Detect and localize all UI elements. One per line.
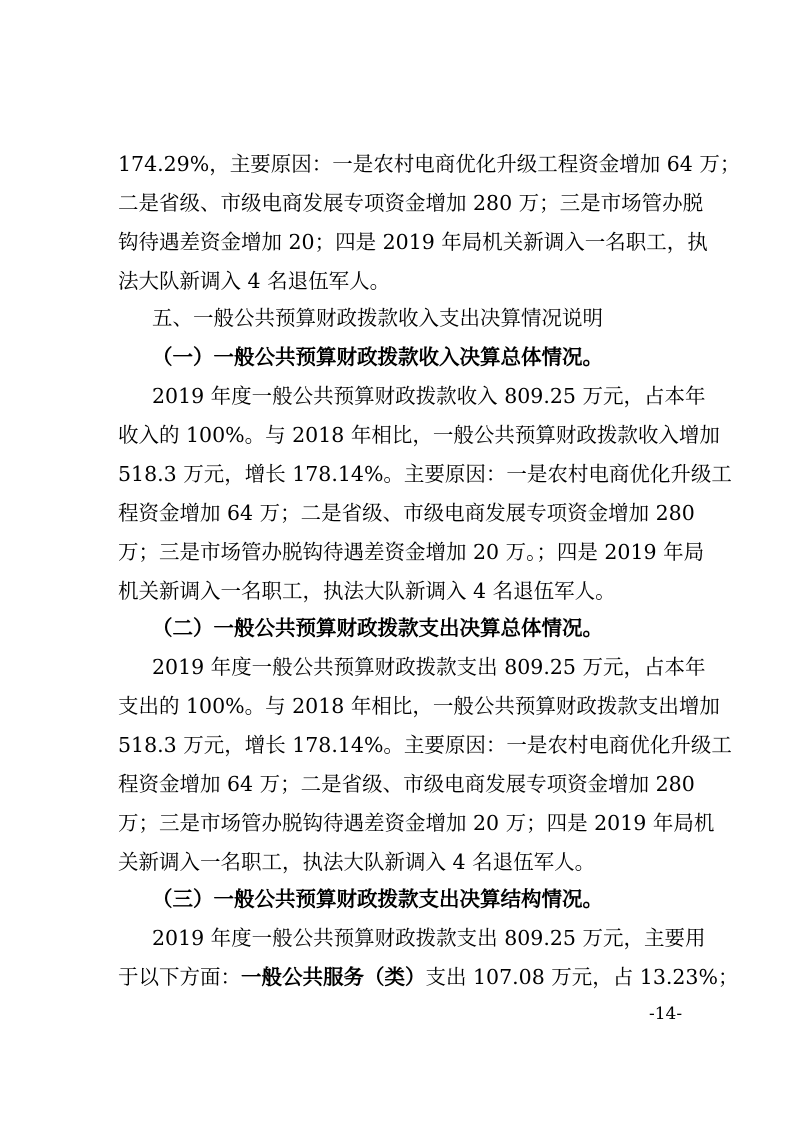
body-text-line: 2019 年度一般公共预算财政拨款收入 809.25 万元，占本年 [152, 384, 706, 408]
body-text-line: 2019 年度一般公共预算财政拨款支出 809.25 万元，主要用 [152, 926, 706, 950]
text-suffix: 支出 107.08 万元，占 13.23%； [425, 965, 739, 989]
body-text-line: 万；三是市场管办脱钩待遇差资金增加 20 万。；四是 2019 年局 [118, 540, 705, 564]
body-text-line: 程资金增加 64 万；二是省级、市级电商发展专项资金增加 280 [118, 772, 695, 796]
bold-category-label: 一般公共服务（类） [241, 965, 426, 989]
body-text-line: 518.3 万元，增长 178.14%。主要原因：一是农村电商优化升级工 [118, 462, 732, 486]
body-text-line: 收入的 100%。与 2018 年相比，一般公共预算财政拨款收入增加 [118, 423, 720, 447]
subsection-heading-2: （二）一般公共预算财政拨款支出决算总体情况。 [152, 616, 603, 640]
body-text-line: 二是省级、市级电商发展专项资金增加 280 万；三是市场管办脱 [118, 191, 704, 215]
body-text-line: 万；三是市场管办脱钩待遇差资金增加 20 万；四是 2019 年局机 [118, 811, 715, 835]
text-prefix: 于以下方面： [118, 965, 241, 989]
subsection-heading-1: （一）一般公共预算财政拨款收入决算总体情况。 [152, 345, 603, 369]
body-text-line: 174.29%，主要原因：一是农村电商优化升级工程资金增加 64 万； [118, 152, 741, 176]
body-text-line: 法大队新调入 4 名退伍军人。 [118, 269, 391, 293]
body-text-line: 518.3 万元，增长 178.14%。主要原因：一是农村电商优化升级工 [118, 733, 732, 757]
page-number: -14- [649, 1004, 683, 1024]
body-text-line: 关新调入一名职工，执法大队新调入 4 名退伍军人。 [118, 850, 596, 874]
body-text-line: 钩待遇差资金增加 20；四是 2019 年局机关新调入一名职工，执 [118, 230, 708, 254]
section-heading: 五、一般公共预算财政拨款收入支出决算情况说明 [152, 306, 603, 330]
subsection-heading-3: （三）一般公共预算财政拨款支出决算结构情况。 [152, 887, 603, 911]
body-text-line: 支出的 100%。与 2018 年相比，一般公共预算财政拨款支出增加 [118, 694, 720, 718]
body-text-line: 机关新调入一名职工，执法大队新调入 4 名退伍军人。 [118, 579, 616, 603]
body-text-line: 2019 年度一般公共预算财政拨款支出 809.25 万元，占本年 [152, 655, 706, 679]
body-text-line-mixed [118, 965, 739, 989]
body-text-line: 程资金增加 64 万；二是省级、市级电商发展专项资金增加 280 [118, 501, 695, 525]
